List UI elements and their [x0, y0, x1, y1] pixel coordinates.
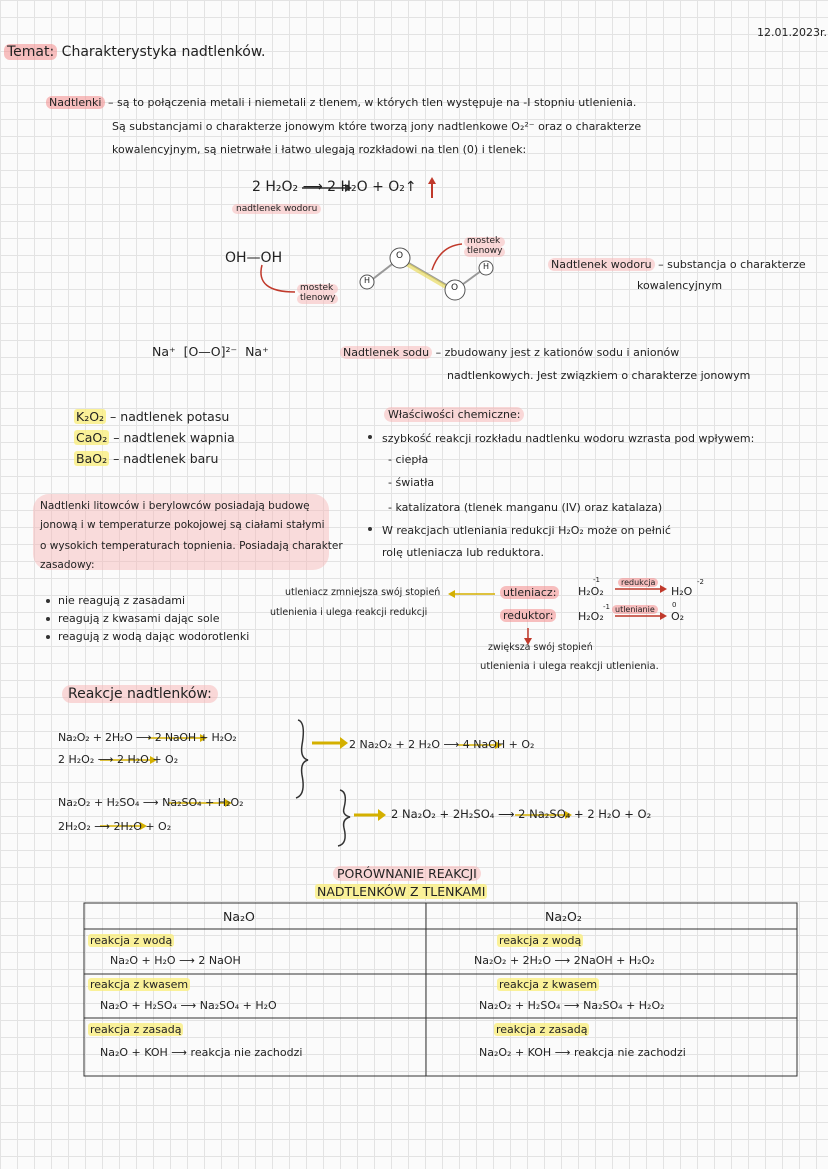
- ox-state-1: -1: [593, 576, 600, 584]
- decomposition-equation: 2 H₂O₂ ⟶ 2 H₂O + O₂↑: [252, 179, 417, 195]
- table-row-label: [494, 1023, 589, 1036]
- example-item: [74, 409, 229, 424]
- reducer-label: [500, 609, 556, 622]
- date: 12.01.2023r.: [757, 26, 827, 39]
- table-cell-right: Na₂O₂ + 2H₂O ⟶ 2NaOH + H₂O₂: [474, 954, 655, 967]
- redox-left-note-1: utleniacz zmniejsza swój stopień: [285, 587, 441, 598]
- reduction-arrow-head: [660, 585, 667, 593]
- h2o2-formula: OH—OH: [225, 250, 283, 266]
- atom-o2-label: O: [451, 283, 459, 293]
- oxidizer-eq-right: H₂O: [671, 585, 693, 598]
- bridge-label-right: [464, 237, 505, 257]
- factor-text: ciepła: [395, 453, 429, 466]
- bridge-label-right-2: tlenowy: [464, 247, 505, 257]
- h2o2-note-text: – substancja o charakterze: [658, 258, 806, 271]
- bridge-label-left: [297, 284, 338, 304]
- h2o2-note-line-1: [548, 258, 806, 271]
- table-header-na2o: Na₂O: [223, 909, 255, 924]
- bridge-label-right-1: mostek: [464, 237, 505, 247]
- oxidizer-eq-left: H₂O₂: [578, 585, 604, 598]
- ox-state-4: 0: [672, 601, 677, 609]
- factor-item: - katalizatora (tlenek manganu (IV) oraz katalaza): [388, 501, 663, 514]
- example-name: – nadtlenek potasu: [110, 409, 230, 424]
- factor-item: - światła: [388, 476, 435, 489]
- atom-h2-label: H: [483, 262, 490, 271]
- table-row-label: [497, 978, 599, 991]
- reducer-eq-left: H₂O₂: [578, 610, 604, 623]
- table-cell-right: Na₂O₂ + KOH ⟶ reakcja nie zachodzi: [479, 1046, 686, 1059]
- li-be-line-2: jonową i w temperaturze pokojowej są ciałami stałymi: [40, 519, 325, 531]
- sodium-note-text: – zbudowany jest z kationów sodu i anionów: [435, 346, 680, 359]
- sodium-peroxide-formula: [152, 344, 269, 359]
- table-row-label: [88, 1023, 183, 1036]
- h2o2-note-line-2: kowalencyjnym: [637, 279, 723, 292]
- decomposition-label-text: nadtlenek wodoru: [232, 204, 321, 214]
- table-row-label: [88, 934, 174, 947]
- atom-o1-label: O: [396, 251, 404, 261]
- gas-arrow-head: [428, 177, 436, 184]
- bullet: [46, 617, 50, 621]
- li-be-line-4: zasadowy:: [40, 559, 95, 571]
- h2o2-note-term: Nadtlenek wodoru: [548, 258, 655, 271]
- definition-line-1: [46, 96, 636, 109]
- brace-1: [296, 720, 308, 798]
- bridge-pointer-left: [261, 265, 295, 292]
- bridge-label-left-2: tlenowy: [297, 294, 338, 304]
- table-row-label: [497, 934, 583, 947]
- bullet: [46, 635, 50, 639]
- example-name: – nadtlenek wapnia: [113, 430, 235, 445]
- oxidation-arrow-label: [612, 605, 658, 615]
- table-row-label: [88, 978, 190, 991]
- bullet: [46, 599, 50, 603]
- factor-text: katalizatora (tlenek manganu (IV) oraz katalaza): [395, 501, 663, 514]
- example-item: [74, 430, 235, 445]
- table-cell-right: Na₂O₂ + H₂SO₄ ⟶ Na₂SO₄ + H₂O₂: [479, 999, 665, 1012]
- example-name: – nadtlenek baru: [113, 451, 219, 466]
- row-label-text: reakcja z kwasem: [90, 978, 189, 991]
- row-label-text: reakcja z zasadą: [496, 1023, 588, 1036]
- oxidation-label-text: utlenianie: [612, 605, 658, 614]
- ox-state-3: -1: [603, 603, 610, 611]
- definition-term: Nadtlenki: [46, 96, 105, 109]
- chem-props-line-1: szybkość reakcji rozkładu nadtlenku wodoru wzrasta pod wpływem:: [382, 432, 755, 445]
- comparison-title-2: [315, 884, 487, 899]
- sodium-note-line-2: nadtlenkowych. Jest związkiem o charakterze jonowym: [447, 369, 751, 382]
- example-formula: BaO₂: [76, 451, 108, 466]
- reaction-2-sum: 2 Na₂O₂ + 2H₂SO₄ ⟶ 2 Na₂SO₄ + 2 H₂O + O₂: [391, 807, 652, 821]
- example-formula: K₂O₂: [76, 409, 105, 424]
- comparison-title-2-text: NADTLENKÓW Z TLENKAMI: [317, 884, 486, 899]
- definition-text-1: – są to połączenia metali i niemetali z tlenem, w których tlen występuje na -I stopniu utlenienia.: [108, 96, 637, 109]
- reactions-title-text: Reakcje nadtlenków:: [62, 685, 218, 703]
- table-header-na2o2: Na₂O₂: [545, 909, 582, 924]
- li-be-item: nie reagują z zasadami: [58, 594, 186, 607]
- sodium-cation-1: Na⁺: [152, 344, 176, 359]
- definition-line-2: Są substancjami o charakterze jonowym które tworzą jony nadtlenkowe O₂²⁻ oraz o charakterze: [112, 120, 642, 133]
- row-label-text: reakcja z zasadą: [90, 1023, 182, 1036]
- row-label-text: reakcja z wodą: [499, 934, 582, 947]
- decomposition-label: [232, 204, 321, 215]
- reaction-1-sum: 2 Na₂O₂ + 2 H₂O ⟶ 4 NaOH + O₂: [349, 738, 535, 751]
- table-cell-left: Na₂O + KOH ⟶ reakcja nie zachodzi: [100, 1046, 303, 1059]
- reduction-arrow-label: [618, 578, 658, 588]
- reaction-2a: Na₂O₂ + H₂SO₄ ⟶ Na₂SO₄ + H₂O₂: [58, 796, 244, 809]
- table-cell-left: Na₂O + H₂O ⟶ 2 NaOH: [110, 954, 241, 967]
- li-be-item: reagują z kwasami dając sole: [58, 612, 220, 625]
- example-formula: CaO₂: [76, 430, 108, 445]
- bridge-pointer-right: [432, 244, 462, 270]
- li-be-line-3: o wysokich temperaturach topnienia. Posiadają charakter: [40, 540, 343, 552]
- topic-heading: [4, 44, 265, 61]
- definition-line-3: kowalencyjnym, są nietrwałe i łatwo ulegają rozkładowi na tlen (0) i tlenek:: [112, 143, 527, 156]
- reaction-1b: 2 H₂O₂ ⟶ 2 H₂O + O₂: [58, 753, 179, 766]
- sodium-note-term: Nadtlenek sodu: [340, 346, 432, 359]
- chem-props-title: [384, 408, 524, 421]
- comparison-title-1-text: PORÓWNANIE REAKCJI: [333, 866, 481, 881]
- example-item: [74, 451, 218, 466]
- ox-state-2: -2: [697, 578, 704, 586]
- chem-props-title-text: Właściwości chemiczne:: [384, 407, 524, 422]
- bullet: [368, 435, 372, 439]
- redox-bottom-note-1: zwiększa swój stopień: [488, 642, 593, 653]
- li-be-item: reagują z wodą dając wodorotlenki: [58, 630, 250, 643]
- redox-left-note-2: utlenienia i ulega reakcji redukcji: [270, 607, 428, 618]
- reaction-1a: Na₂O₂ + 2H₂O ⟶ 2 NaOH + H₂O₂: [58, 731, 237, 744]
- redox-arrow-left-head: [448, 590, 455, 598]
- reducer-eq-right: O₂: [671, 610, 685, 623]
- factor-item: - ciepła: [388, 453, 429, 466]
- comparison-title-1: [333, 866, 481, 881]
- table-cell-left: Na₂O + H₂SO₄ ⟶ Na₂SO₄ + H₂O: [100, 999, 277, 1012]
- bullet: [368, 527, 372, 531]
- chem-props-line-2: W reakcjach utleniania redukcji H₂O₂ może on pełnić: [382, 524, 671, 537]
- row-label-text: reakcja z wodą: [90, 934, 173, 947]
- reactions-title: [62, 686, 218, 703]
- peroxide-anion: [O—O]²⁻: [183, 344, 238, 359]
- reaction-2b: 2H₂O₂ ⟶ 2H₂O + O₂: [58, 820, 172, 833]
- sodium-cation-2: Na⁺: [245, 344, 269, 359]
- factor-text: światła: [395, 476, 435, 489]
- double-arrow-head: [340, 737, 348, 749]
- topic-prefix: Temat:: [4, 44, 57, 60]
- redox-bottom-note-2: utlenienia i ulega reakcji utlenienia.: [480, 661, 659, 672]
- chem-props-line-3: rolę utleniacza lub reduktora.: [382, 546, 544, 559]
- li-be-line-1: Nadtlenki litowców i berylowców posiadają budowę: [40, 500, 310, 512]
- topic-title: Charakterystyka nadtlenków.: [61, 44, 266, 60]
- oxidizer-label: [500, 586, 559, 599]
- oxidation-arrow-head: [660, 612, 667, 620]
- brace-2: [338, 790, 350, 846]
- atom-h1-label: H: [364, 276, 371, 285]
- sodium-note-line-1: [340, 346, 679, 359]
- double-arrow-head: [378, 809, 386, 821]
- reduction-label-text: redukcja: [618, 578, 658, 587]
- row-label-text: reakcja z kwasem: [499, 978, 598, 991]
- bridge-label-left-1: mostek: [297, 284, 338, 294]
- reducer-label-text: reduktor:: [500, 609, 556, 622]
- oxidizer-label-text: utleniacz:: [500, 586, 559, 599]
